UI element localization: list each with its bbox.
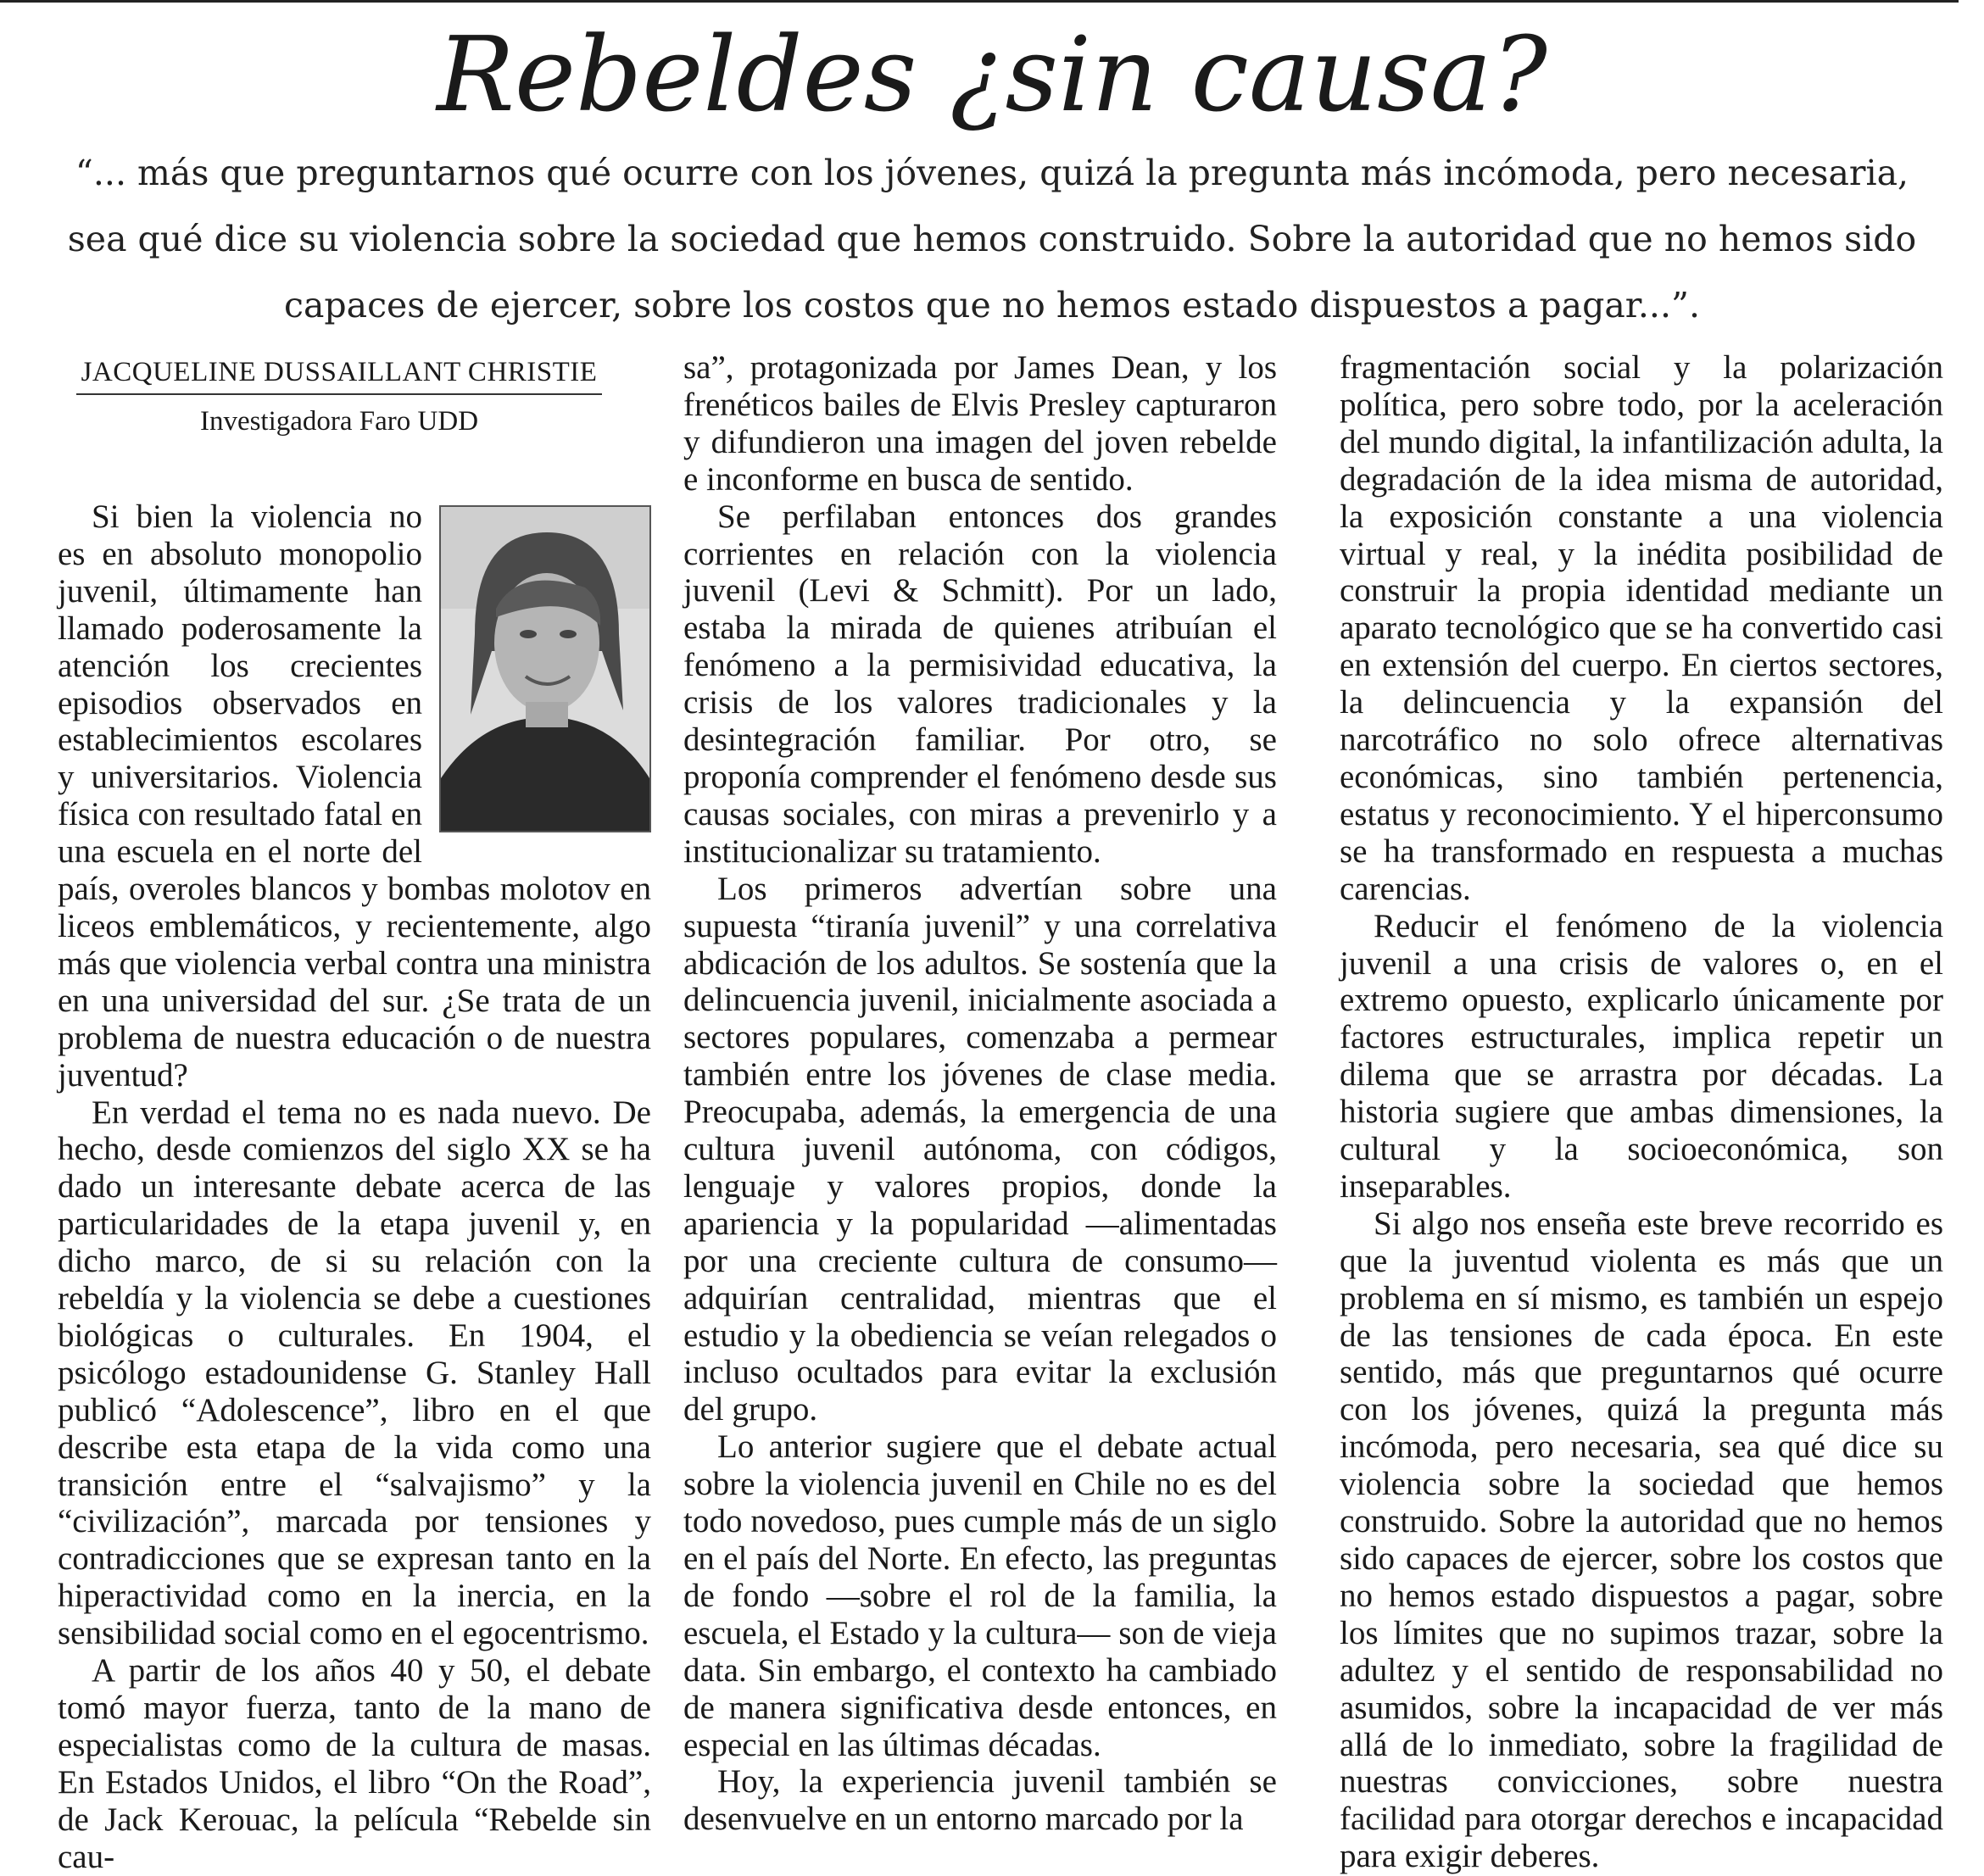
paragraph: sa”, protagonizada por James Dean, y los frenéticos bailes de Elvis Presley capturaron y difundieron una imagen del joven rebelde e inconforme en busca de sentido. <box>683 349 1277 498</box>
paragraph: Si bien la violencia no es en absoluto monopolio juvenil, últimamente han llamado poderosamente la atención los crecientes episodios observados en establecimientos escolares y universitarios. Violencia física con resultado fatal en una escuela en el norte del país, overoles blancos y bombas molotov en liceos emblemáticos, y recientemente, algo más que violencia verbal contra una ministra en una universidad del sur. ¿Se trata de un problema de nuestra educación o de nuestra juventud? <box>58 498 651 1094</box>
paragraph: A partir de los años 40 y 50, el debate tomó mayor fuerza, tanto de la mano de especialistas como de la cultura de masas. En Estados Unidos, el libro “On the Road”, de Jack Kerouac, la película “Rebelde sin cau- <box>58 1652 651 1875</box>
paragraph: fragmentación social y la polarización política, pero sobre todo, por la aceleración del mundo digital, la infantilización adulta, la degradación de la idea misma de autoridad, la exposición constante a una violencia virtual y real, y la inédita posibilidad de construir la propia identidad mediante un aparato tecnológico que se ha convertido casi en extensión del cuerpo. En ciertos sectores, la delincuencia y la expansión del narcotráfico no solo ofrece alternativas económicas, sino también pertenencia, estatus y reconocimiento. Y el hiperconsumo se ha transformado en respuesta a muchas carencias. <box>1340 349 1943 907</box>
top-rule <box>0 0 1959 3</box>
paragraph: Hoy, la experiencia juvenil también se desenvuelve en un entorno marcado por la <box>683 1763 1277 1838</box>
author-portrait-icon <box>439 505 651 832</box>
author-name: JACQUELINE DUSSAILLANT CHRISTIE <box>76 354 602 395</box>
paragraph: En verdad el tema no es nada nuevo. De hecho, desde comienzos del siglo XX se ha dado un interesante debate acerca de las particularidades de la etapa juvenil y, en dicho marco, de si su relación con la rebeldía y la violencia se debe a cuestiones biológicas o culturales. En 1904, el psicólogo estadounidense G. Stanley Hall publicó “Adolescence”, libro en el que describe esta etapa de la vida como una transición entre el “salvajismo” y la “civilización”, marcada por tensiones y contradicciones que se expresan tanto en la hiperactividad como en la inercia, en la sensibilidad social como en el egocentrismo. <box>58 1094 651 1652</box>
article-title: Rebeldes ¿sin causa? <box>437 14 1547 135</box>
paragraph: Se perfilaban entonces dos grandes corrientes en relación con la violencia juvenil (Levi & Schmitt). Por un lado, estaba la mirada de quienes atribuían el fenómeno a la permisividad educativa, la crisis de los valores tradicionales y la desintegración familiar. Por otro, se proponía comprender el fenómeno desde sus causas sociales, con miras a prevenirlo y a institucionalizar su tratamiento. <box>683 498 1277 870</box>
paragraph: Reducir el fenómeno de la violencia juvenil a una crisis de valores o, en el extremo opuesto, explicarlo únicamente por factores estructurales, implica repetir un dilema que se arrastra por décadas. La historia sugiere que ambas dimensiones, la cultural y la socioeconómica, son inseparables. <box>1340 907 1943 1205</box>
author-role: Investigadora Faro UDD <box>199 406 479 437</box>
paragraph: Lo anterior sugiere que el debate actual sobre la violencia juvenil en Chile no es del todo novedoso, pues cumple más de un siglo en el país del Norte. En efecto, las preguntas de fondo —sobre el rol de la familia, la escuela, el Estado y la cultura— son de vieja data. Sin embargo, el contexto ha cambiado de manera significativa desde entonces, en especial en las últimas décadas. <box>683 1428 1277 1763</box>
paragraph: Los primeros advertían sobre una supuesta “tiranía juvenil” y una correlativa abdicación de los adultos. Se sostenía que la delincuencia juvenil, inicialmente asociada a sectores populares, comenzaba a permear también entre los jóvenes de clase media. Preocupaba, además, la emergencia de una cultura juvenil autónoma, con códigos, lenguaje y valores propios, donde la apariencia y la popularidad —alimentadas por una creciente cultura de consumo— adquirían centralidad, mientras que el estudio y la obediencia se veían relegados o incluso ocultados para evitar la exclusión del grupo. <box>683 870 1277 1428</box>
pull-quote: “... más que preguntarnos qué ocurre con los jóvenes, quizá la pregunta más incómoda, pero necesaria, sea qué dice su violencia sobre la sociedad que hemos construido. Sobre la autoridad que no hemos sido capaces de ejercer, sobre los costos que no hemos estado dispuestos a pagar...”. <box>67 153 1917 326</box>
column-2 <box>683 349 1277 1838</box>
paragraph: Si algo nos enseña este breve recorrido es que la juventud violenta es más que un problema en sí mismo, es también un espejo de las tensiones de cada época. En este sentido, más que preguntarnos qué ocurre con los jóvenes, quizá la pregunta más incómoda, pero necesaria, sea qué dice su violencia sobre la sociedad que hemos construido. Sobre la autoridad que no hemos sido capaces de ejercer, sobre los costos que no hemos estado dispuestos a pagar, sobre los límites que no supimos trazar, sobre la adultez y el sentido de responsabilidad no asumidos, sobre la incapacidad de ver más allá de lo inmediato, sobre la fragilidad de nuestras convicciones, sobre nuestra facilidad para otorgar derechos e incapacidad para exigir deberes. <box>1340 1205 1943 1875</box>
column-3 <box>1340 349 1943 1875</box>
byline <box>76 354 602 439</box>
column-1 <box>58 349 651 1875</box>
